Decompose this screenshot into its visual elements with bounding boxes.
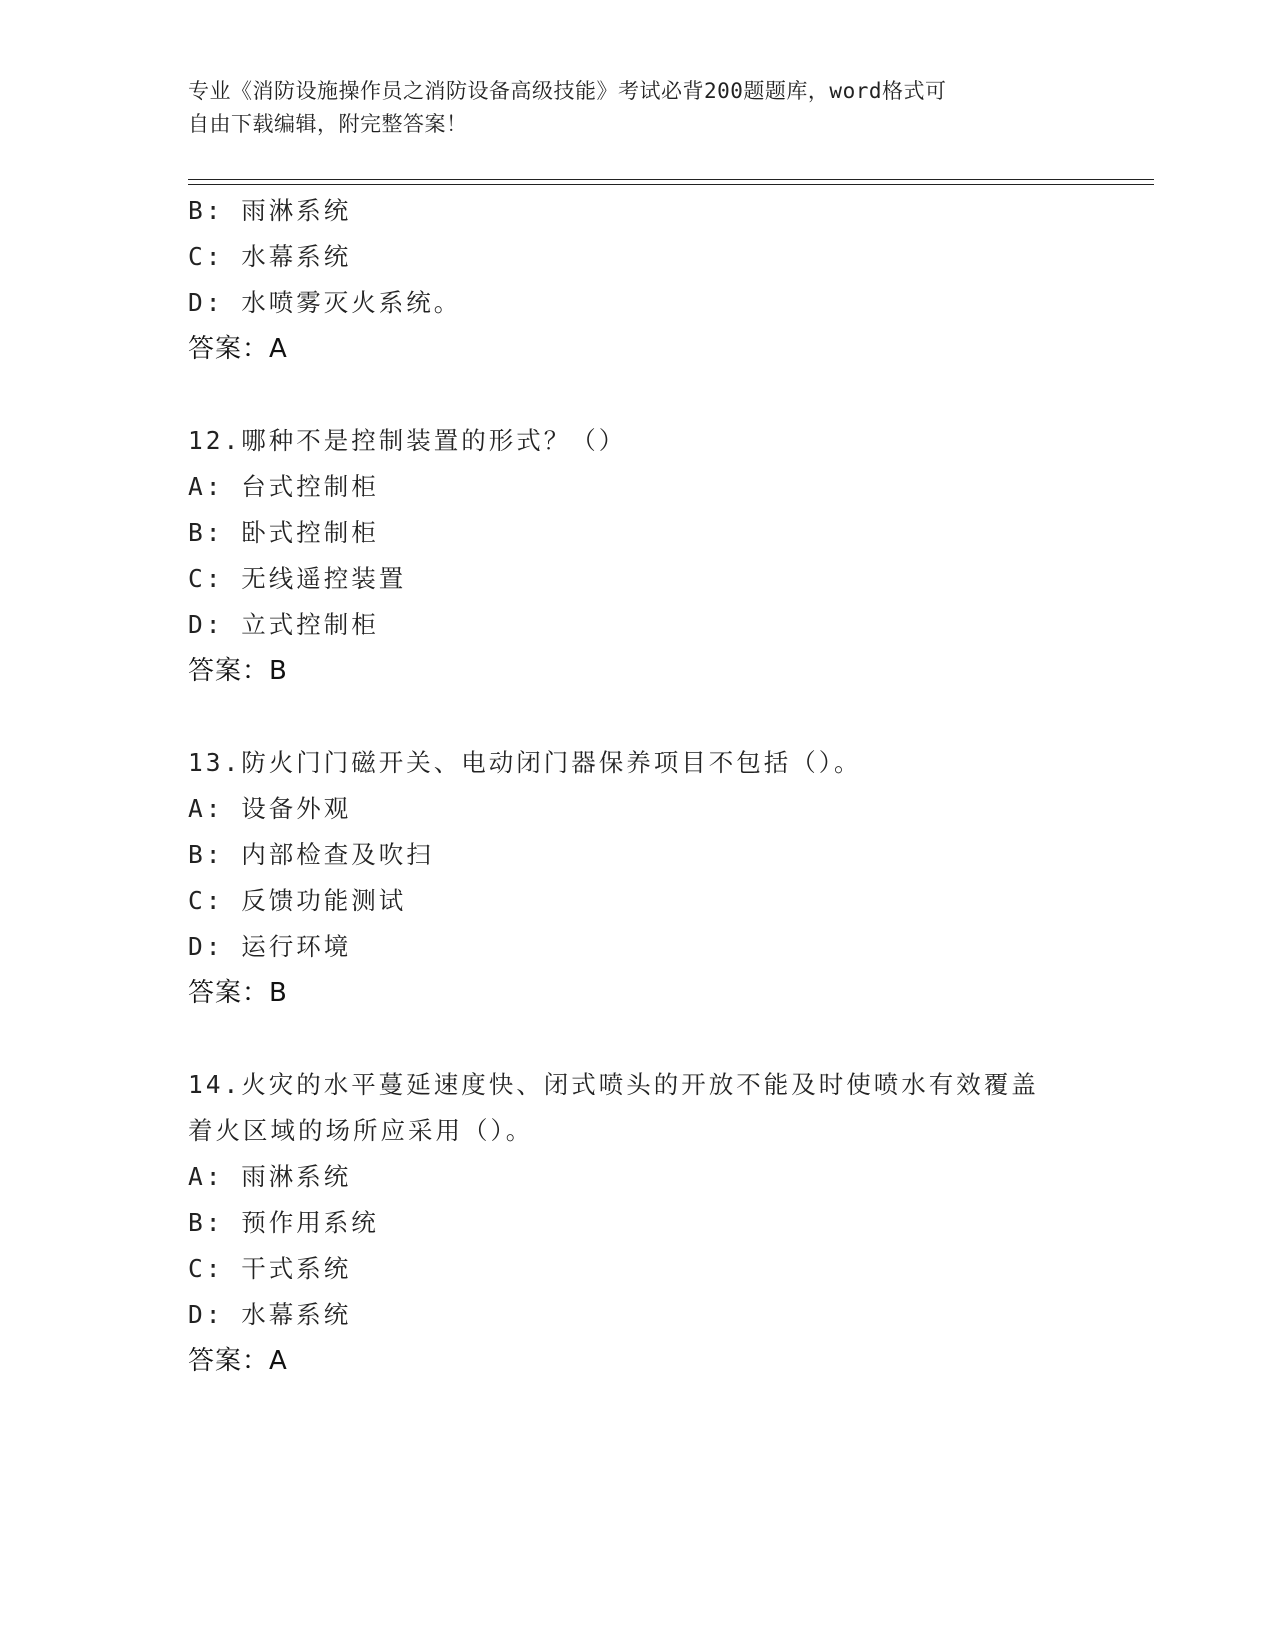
spacer [188, 1016, 1108, 1062]
header-title-line-2: 自由下载编辑，附完整答案！ [188, 112, 468, 136]
question-11-continued [188, 188, 1108, 372]
question-list [188, 188, 1108, 1384]
question-text: 12.哪种不是控制装置的形式？（） [188, 426, 627, 455]
option-b: B: 雨淋系统 [188, 196, 352, 225]
option-a: A: 设备外观 [188, 794, 352, 823]
option-c: C: 无线遥控装置 [188, 564, 407, 593]
option-d: D: 水幕系统 [188, 1300, 352, 1329]
option-b: B: 卧式控制柜 [188, 518, 379, 547]
question-12 [188, 418, 1108, 694]
option-b: B: 预作用系统 [188, 1208, 379, 1237]
document-header [188, 75, 1068, 141]
answer: 答案：B [188, 978, 288, 1008]
question-text: 13.防火门门磁开关、电动闭门器保养项目不包括（）。 [188, 748, 862, 777]
answer: 答案：A [188, 1346, 288, 1376]
option-c: C: 反馈功能测试 [188, 886, 407, 915]
question-text-line-2: 着火区域的场所应采用（）。 [188, 1116, 534, 1145]
option-a: A: 台式控制柜 [188, 472, 379, 501]
answer: 答案：B [188, 656, 288, 686]
spacer [188, 372, 1108, 418]
option-c: C: 干式系统 [188, 1254, 352, 1283]
question-13 [188, 740, 1108, 1016]
option-a: A: 雨淋系统 [188, 1162, 352, 1191]
question-text-line-1: 14.火灾的水平蔓延速度快、闭式喷头的开放不能及时使喷水有效覆盖 [188, 1070, 1039, 1099]
question-14 [188, 1062, 1108, 1384]
spacer [188, 694, 1108, 740]
option-d: D: 水喷雾灭火系统。 [188, 288, 462, 317]
answer: 答案：A [188, 334, 288, 364]
header-divider-bottom [188, 184, 1154, 185]
option-d: D: 立式控制柜 [188, 610, 379, 639]
option-b: B: 内部检查及吹扫 [188, 840, 434, 869]
option-c: C: 水幕系统 [188, 242, 352, 271]
header-divider-top [188, 179, 1154, 180]
option-d: D: 运行环境 [188, 932, 352, 961]
header-title-line-1: 专业《消防设施操作员之消防设备高级技能》考试必背200题题库，word格式可 [188, 79, 947, 103]
